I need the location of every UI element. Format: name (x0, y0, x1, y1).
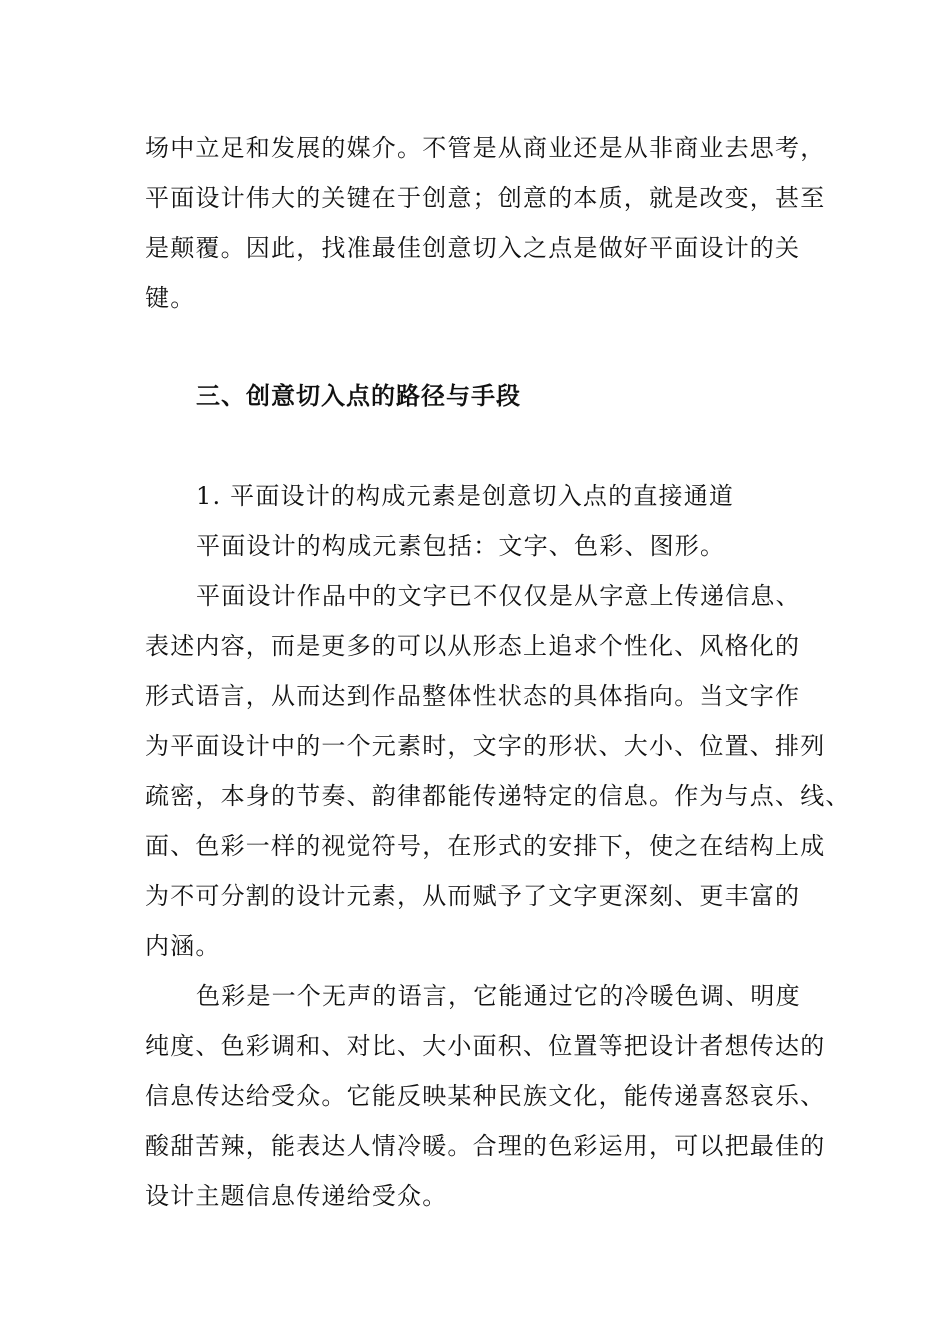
paragraph-text-line: 面、色彩一样的视觉符号，在形式的安排下，使之在结构上成 (145, 832, 826, 860)
paragraph-text-line: 平面设计作品中的文字已不仅仅是从字意上传递信息、 (196, 582, 801, 610)
paragraph-intro-line: 平面设计伟大的关键在于创意；创意的本质，就是改变，甚至 (145, 184, 826, 212)
paragraph-color-line: 信息传达给受众。它能反映某种民族文化，能传递喜怒哀乐、 (145, 1082, 826, 1110)
paragraph-color-line: 酸甜苦辣，能表达人情冷暖。合理的色彩运用，可以把最佳的 (145, 1132, 826, 1160)
paragraph-text-line: 为不可分割的设计元素，从而赋予了文字更深刻、更丰富的 (145, 882, 801, 910)
paragraph-text-line: 为平面设计中的一个元素时，文字的形状、大小、位置、排列 (145, 732, 826, 760)
paragraph-text-line: 形式语言，从而达到作品整体性状态的具体指向。当文字作 (145, 682, 801, 710)
paragraph-intro-line: 场中立足和发展的媒介。不管是从商业还是从非商业去思考， (145, 134, 826, 162)
paragraph-color-line: 设计主题信息传递给受众。 (145, 1182, 448, 1210)
paragraph-color-line: 纯度、色彩调和、对比、大小面积、位置等把设计者想传达的 (145, 1032, 826, 1060)
paragraph-text-line: 内涵。 (145, 932, 221, 960)
paragraph-elements: 平面设计的构成元素包括：文字、色彩、图形。 (196, 532, 726, 560)
paragraph-text-line: 表述内容，而是更多的可以从形态上追求个性化、风格化的 (145, 632, 801, 660)
paragraph-color-line: 色彩是一个无声的语言，它能通过它的冷暖色调、明度 (196, 982, 801, 1010)
paragraph-text-line: 疏密，本身的节奏、韵律都能传递特定的信息。作为与点、线、 (145, 782, 851, 810)
subheading: 1. 平面设计的构成元素是创意切入点的直接通道 (196, 482, 735, 510)
paragraph-intro-line: 键。 (145, 284, 196, 312)
paragraph-intro-line: 是颠覆。因此，找准最佳创意切入之点是做好平面设计的关 (145, 234, 801, 262)
section-heading: 三、创意切入点的路径与手段 (196, 381, 521, 410)
